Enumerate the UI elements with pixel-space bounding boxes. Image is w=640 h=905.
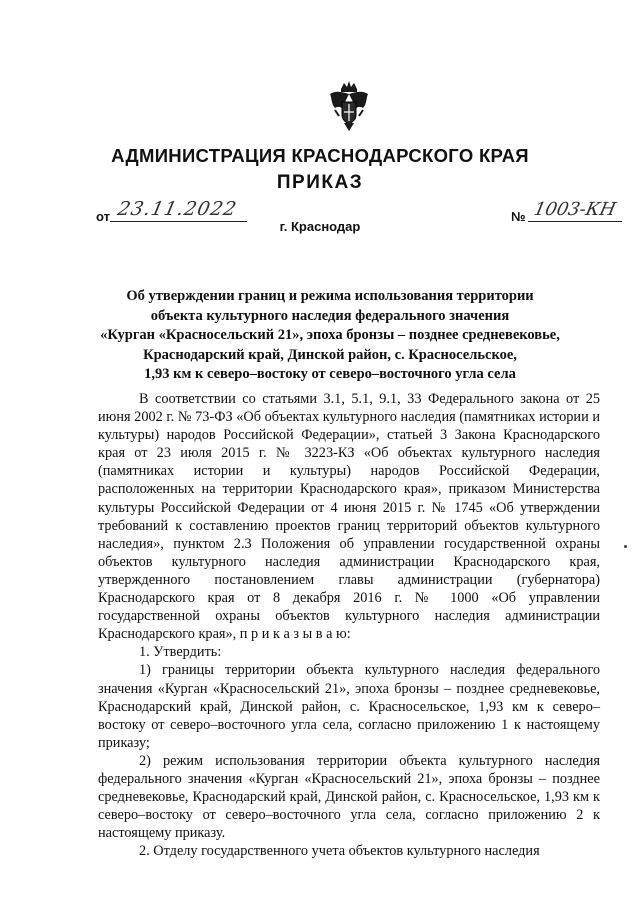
- heading-line: объекта культурного наследия федерального значения: [150, 307, 510, 324]
- item-2-paragraph: 2. Отделу государственного учета объектов культурного наследия: [139, 843, 540, 860]
- scan-speck: [624, 545, 627, 548]
- document-type: ПРИКАЗ: [276, 172, 364, 193]
- heading-line: Об утверждении границ и режима использования территории: [126, 288, 534, 304]
- coat-of-arms-emblem: [327, 80, 371, 132]
- organization-title: АДМИНИСТРАЦИЯ КРАСНОДАРСКОГО КРАЯ: [111, 145, 529, 166]
- heading-line: Краснодарский край, Динской район, с. Красносельское,: [143, 346, 517, 363]
- heading-line: «Курган «Красносельский 21», эпоха бронзы – позднее средневековье,: [100, 327, 560, 344]
- document-body: [98, 390, 600, 860]
- city-label: г. Краснодар: [279, 219, 361, 234]
- item-1-2-paragraph: 2) режим использования территории объекта культурного наследия федерального значения «Курган «Красносельский 21», эпоха бронзы – позднее средневековье, Краснодарский край, Динской район, с. Красносельское, 1,93 км к северо–востоку от северо–восточного угла села, согласно приложению 2 к настоящему приказу.: [98, 752, 600, 842]
- date-prefix-label: от: [96, 209, 110, 224]
- number-field: [528, 197, 622, 222]
- document-heading: [60, 287, 600, 385]
- item-1-paragraph: 1. Утвердить:: [139, 644, 222, 661]
- item-1-1-paragraph: 1) границы территории объекта культурного наследия федерального значения «Курган «Красносельский 21», эпоха бронзы – позднее средневековье, Краснодарский край, Динской район, с. Красносельское, 1,93 км к северо–востоку от северо–восточного угла села, согласно приложению 1 к настоящему приказу;: [98, 662, 600, 751]
- handwritten-date: 23.11.2022: [115, 198, 240, 220]
- preamble-paragraph: В соответствии со статьями 3.1, 5.1, 9.1, 33 Федерального закона от 25 июня 2002 г. № 73-ФЗ «Об объектах культурного наследия (памятниках истории и культуры) народов Российской Федерации», статьей 3 Закона Краснодарского края от 23 июля 2015 г. № 3223-КЗ «Об объектах культурного наследия (памятниках истории и культуры) народов Российской Федерации, расположенных на территории Краснодарского края», приказом Министерства культуры Российской Федерации от 4 июня 2015 г. № 1745 «Об утверждении требований к составлению проектов границ территорий объектов культурного наследия», пунктом 2.3 Положения об управлении государственной охраны объектов культурного наследия администрации Краснодарского края, утвержденного постановлением главы администрации (губернатора) Краснодарского края от 8 декабря 2016 г. № 1000 «Об управлении государственной охраны объектов культурного наследия администрации Краснодарского края», п р и к а з ы в а ю:: [98, 391, 600, 643]
- handwritten-number: 1003-КН: [531, 199, 618, 220]
- number-prefix-label: №: [511, 209, 526, 224]
- heading-line: 1,93 км к северо–востоку от северо–восточного угла села: [144, 366, 516, 383]
